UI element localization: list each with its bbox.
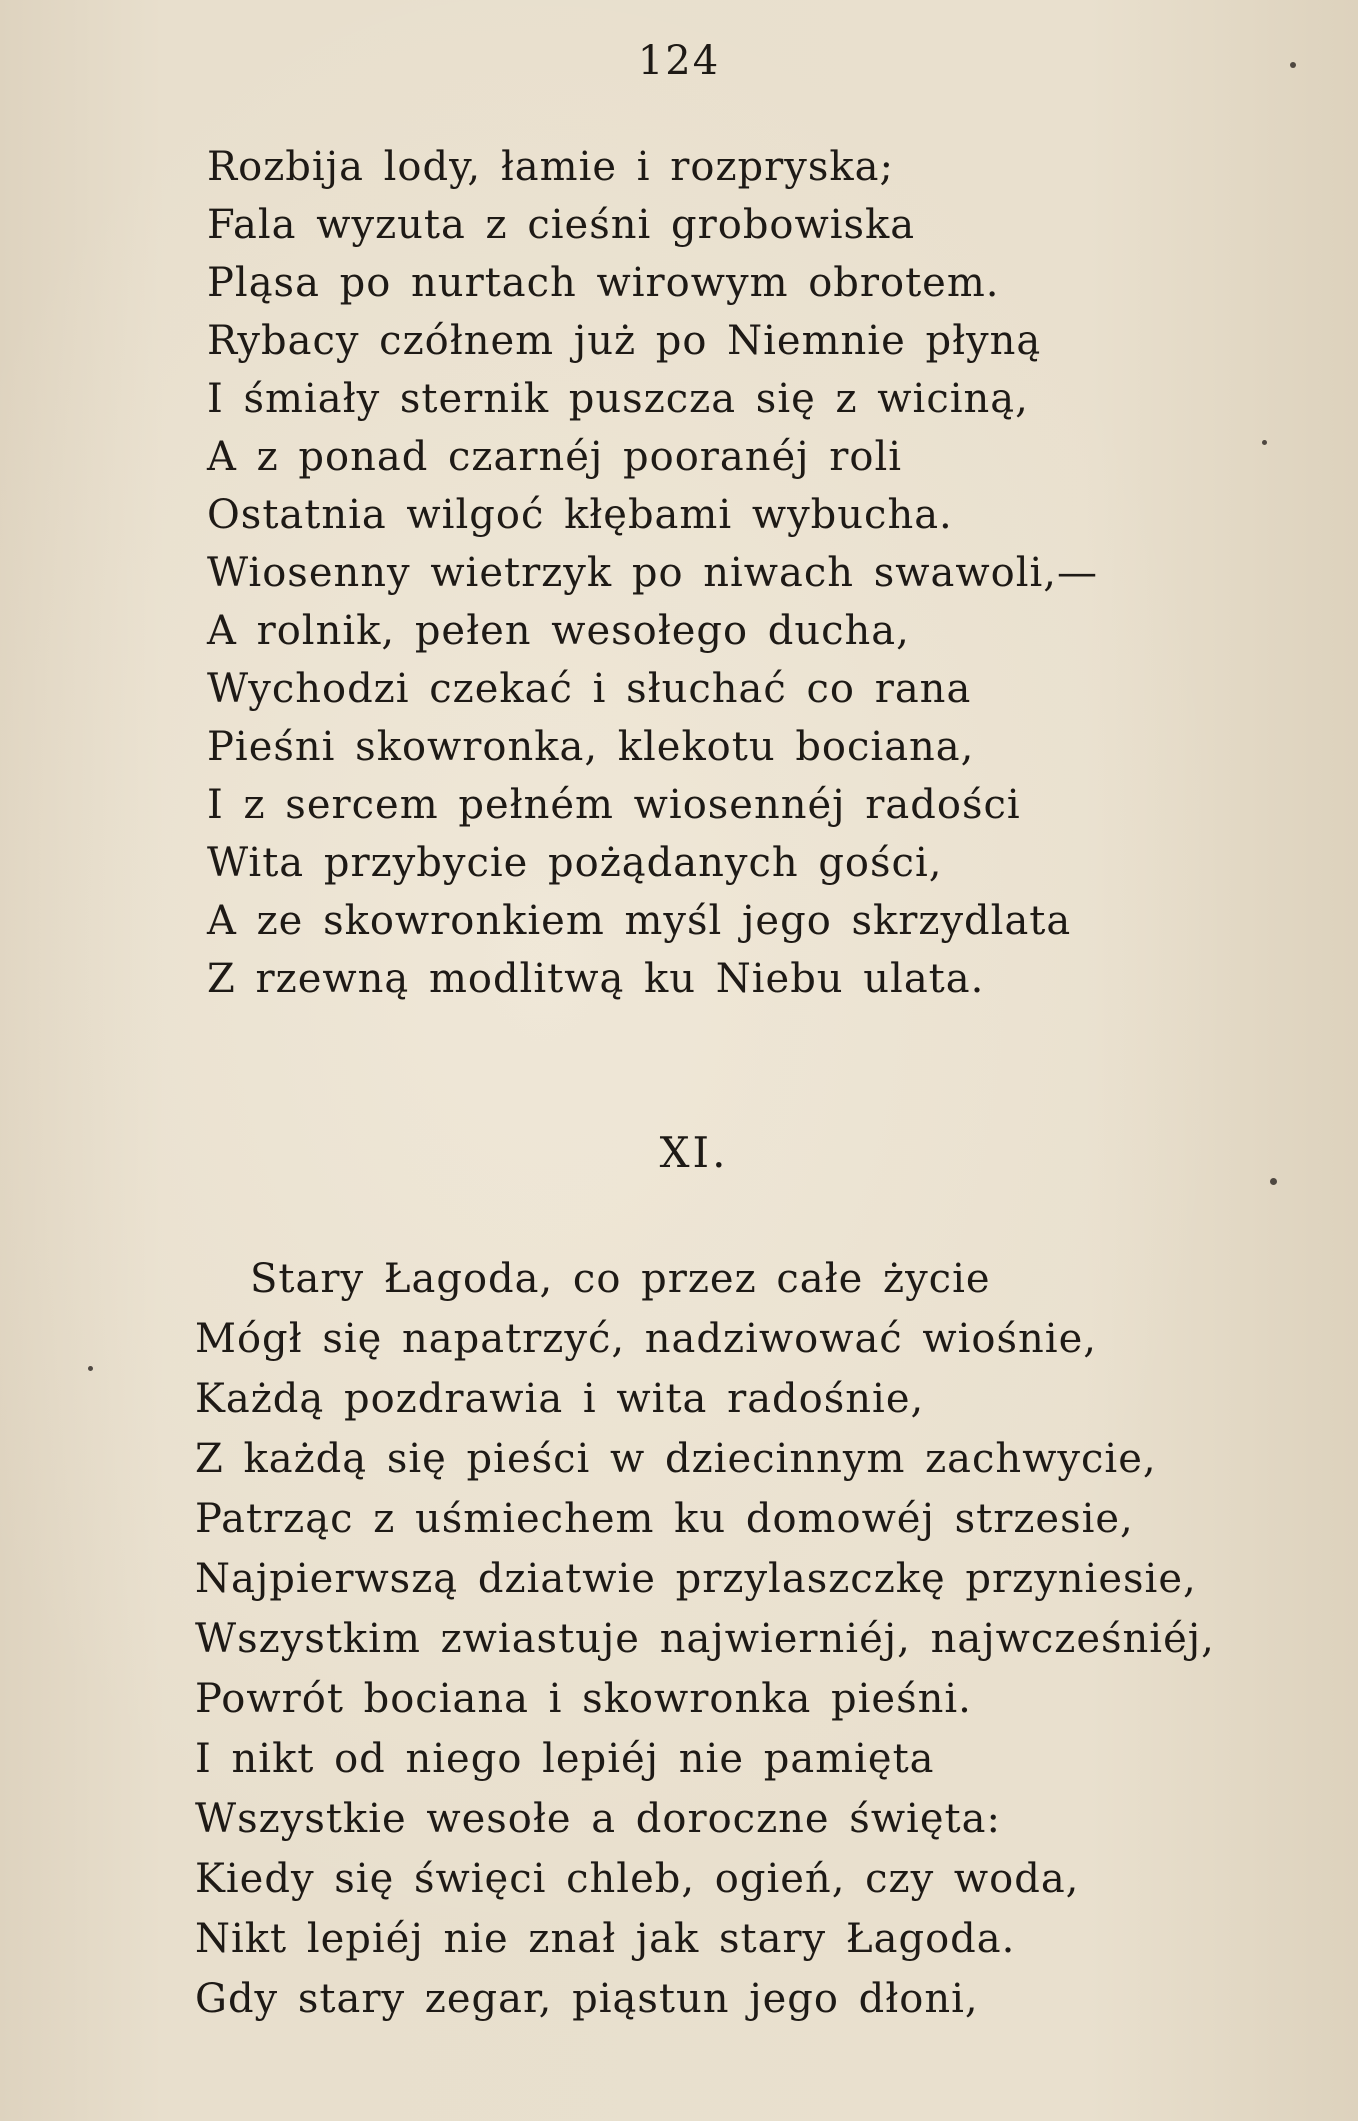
- page-number: 124: [637, 38, 721, 84]
- verse-line: Nikt lepiéj nie znał jak stary Łagoda.: [195, 1916, 1016, 1962]
- verse-line: A rolnik, pełen wesołego ducha,: [207, 608, 910, 654]
- verse-line: Mógł się napatrzyć, nadziwować wiośnie,: [195, 1316, 1097, 1362]
- verse-line: Rybacy czółnem już po Niemnie płyną: [207, 318, 1042, 364]
- verse-line: Ostatnia wilgoć kłębami wybucha.: [207, 492, 953, 538]
- verse-line: Każdą pozdrawia i wita radośnie,: [195, 1376, 925, 1422]
- verse-line: Najpierwszą dziatwie przylaszczkę przyniesie,: [195, 1556, 1197, 1602]
- verse-line: Stary Łagoda, co przez całe życie: [250, 1256, 991, 1302]
- verse-line: Gdy stary zegar, piąstun jego dłoni,: [195, 1976, 979, 2022]
- verse-line: Pląsa po nurtach wirowym obrotem.: [207, 260, 1000, 306]
- verse-line: Wiosenny wietrzyk po niwach swawoli,—: [207, 550, 1098, 596]
- verse-line: A ze skowronkiem myśl jego skrzydlata: [207, 898, 1072, 944]
- verse-line: I śmiały sternik puszcza się z wiciną,: [207, 376, 1029, 422]
- verse-line: Rozbija lody, łamie i rozpryska;: [207, 144, 894, 190]
- verse-line: Patrząc z uśmiechem ku domowéj strzesie,: [195, 1496, 1134, 1542]
- paper-speck: [1290, 62, 1296, 68]
- section-heading: XI.: [659, 1128, 729, 1177]
- verse-line: Wychodzi czekać i słuchać co rana: [207, 666, 972, 712]
- paper-speck: [1262, 440, 1267, 445]
- verse-line: I z sercem pełném wiosennéj radości: [207, 782, 1021, 828]
- paper-speck: [88, 1366, 93, 1371]
- verse-line: Wszystkie wesołe a doroczne święta:: [195, 1796, 1001, 1842]
- verse-line: Kiedy się święci chleb, ogień, czy woda,: [195, 1856, 1080, 1902]
- verse-line: I nikt od niego lepiéj nie pamięta: [195, 1736, 935, 1782]
- verse-line: Powrót bociana i skowronka pieśni.: [195, 1676, 972, 1722]
- verse-line: Wszystkim zwiastuje najwierniéj, najwcześniéj,: [195, 1616, 1215, 1662]
- verse-line: Z rzewną modlitwą ku Niebu ulata.: [207, 956, 985, 1002]
- verse-line: Z każdą się pieści w dziecinnym zachwycie,: [195, 1436, 1157, 1482]
- verse-line: Pieśni skowronka, klekotu bociana,: [207, 724, 975, 770]
- paper-speck: [1270, 1178, 1277, 1185]
- verse-line: Fala wyzuta z cieśni grobowiska: [207, 202, 916, 248]
- verse-line: Wita przybycie pożądanych gości,: [207, 840, 943, 886]
- verse-line: A z ponad czarnéj pooranéj roli: [207, 434, 903, 480]
